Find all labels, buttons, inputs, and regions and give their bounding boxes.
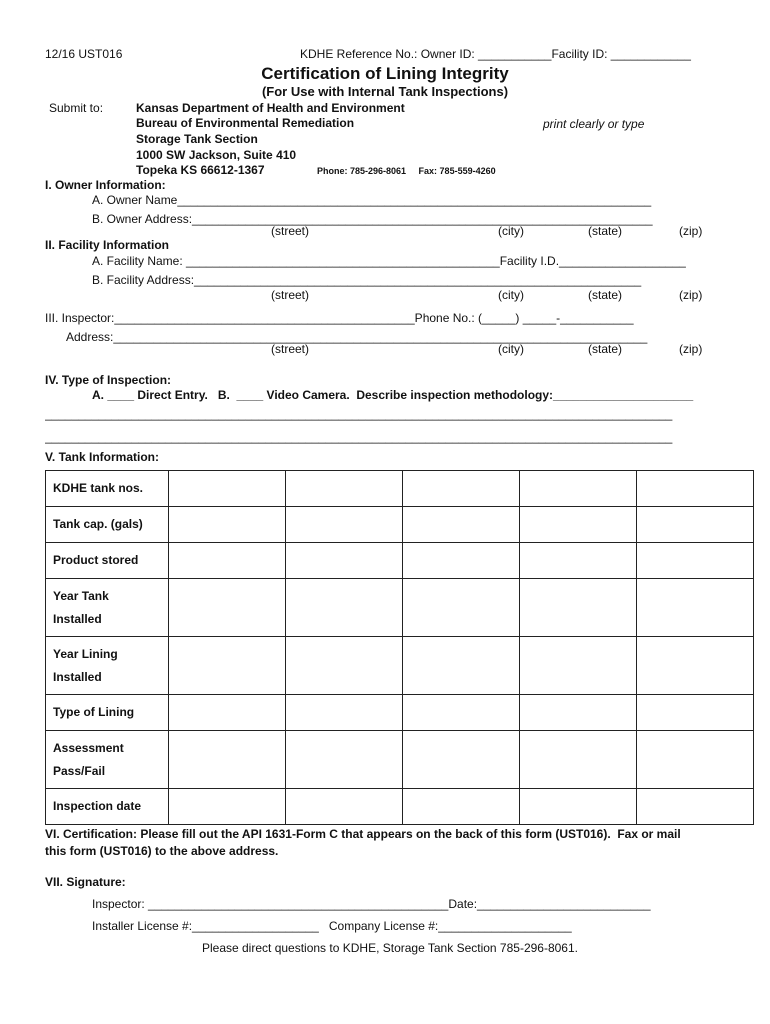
tank-row xyxy=(46,637,754,695)
form-code: 12/16 UST016 xyxy=(45,47,123,61)
owner-name-field[interactable]: A. Owner Name_______________________________________________________________________ xyxy=(92,193,652,207)
tank-cell[interactable] xyxy=(637,507,754,543)
tank-cell[interactable] xyxy=(403,543,520,579)
facility-zip-label: (zip) xyxy=(679,288,703,302)
tank-info-table xyxy=(45,470,754,825)
footer-note: Please direct questions to KDHE, Storage Tank Section 785-296-8061. xyxy=(201,941,578,955)
tank-cell[interactable] xyxy=(169,789,286,825)
submit-to-label: Submit to: xyxy=(49,101,104,115)
tank-cell[interactable] xyxy=(169,695,286,731)
tank-cell[interactable] xyxy=(637,543,754,579)
page-title: Certification of Lining Integrity xyxy=(261,64,509,83)
tank-info-heading: V. Tank Information: xyxy=(45,450,160,464)
tank-cell[interactable] xyxy=(403,471,520,507)
tank-row-label: KDHE tank nos. xyxy=(46,471,169,507)
tank-row-label: Type of Lining xyxy=(46,695,169,731)
inspection-type-heading: IV. Type of Inspection: xyxy=(45,373,172,387)
tank-cell[interactable] xyxy=(286,789,403,825)
address-line-3: Storage Tank Section xyxy=(136,132,258,146)
tank-cell[interactable] xyxy=(286,543,403,579)
inspector-city-label: (city) xyxy=(498,342,524,356)
owner-zip-label: (zip) xyxy=(679,224,703,238)
tank-cell[interactable] xyxy=(637,637,754,695)
tank-row-label: Tank cap. (gals) xyxy=(46,507,169,543)
facility-street-label: (street) xyxy=(271,288,310,302)
signature-inspector-field[interactable]: Inspector: _____________________________________________Date:__________________________ xyxy=(92,897,651,911)
tank-cell[interactable] xyxy=(520,695,637,731)
tank-row-label: Year Tank Installed xyxy=(46,579,169,637)
tank-row xyxy=(46,543,754,579)
inspector-zip-label: (zip) xyxy=(679,342,703,356)
owner-heading: I. Owner Information: xyxy=(45,178,166,192)
page-subtitle: (For Use with Internal Tank Inspections) xyxy=(261,84,509,99)
tank-cell[interactable] xyxy=(286,507,403,543)
owner-city-label: (city) xyxy=(498,224,524,238)
facility-state-label: (state) xyxy=(588,288,623,302)
address-line-4: 1000 SW Jackson, Suite 410 xyxy=(136,148,297,162)
tank-row xyxy=(46,695,754,731)
facility-address-field[interactable]: B. Facility Address:___________________________________________________________________ xyxy=(92,273,642,287)
tank-cell[interactable] xyxy=(637,731,754,789)
tank-row-label: Year Lining Installed xyxy=(46,637,169,695)
tank-cell[interactable] xyxy=(403,637,520,695)
inspection-type-field[interactable]: A. ____ Direct Entry. B. ____ Video Camera. Describe inspection methodology:_____________________ xyxy=(92,388,694,402)
tank-row-label: Inspection date xyxy=(46,789,169,825)
tank-cell[interactable] xyxy=(169,579,286,637)
tank-row xyxy=(46,471,754,507)
tank-cell[interactable] xyxy=(169,471,286,507)
inspector-address-field[interactable]: Address:________________________________________________________________________________ xyxy=(66,330,648,344)
address-line-5: Topeka KS 66612-1367 xyxy=(136,163,265,177)
facility-name-field[interactable]: A. Facility Name: _______________________________________________Facility I.D.___________________ xyxy=(92,254,686,268)
tank-cell[interactable] xyxy=(286,637,403,695)
tank-row xyxy=(46,789,754,825)
facility-city-label: (city) xyxy=(498,288,524,302)
facility-heading: II. Facility Information xyxy=(45,238,170,252)
address-line-2: Bureau of Environmental Remediation xyxy=(136,116,355,130)
tank-cell[interactable] xyxy=(520,507,637,543)
tank-row-label: Assessment Pass/Fail xyxy=(46,731,169,789)
phone-fax: Phone: 785-296-8061 Fax: 785-559-4260 xyxy=(317,166,496,176)
address-line-1: Kansas Department of Health and Environment xyxy=(136,101,405,115)
signature-heading: VII. Signature: xyxy=(45,875,126,889)
tank-cell[interactable] xyxy=(403,507,520,543)
tank-cell[interactable] xyxy=(286,471,403,507)
tank-cell[interactable] xyxy=(520,731,637,789)
print-note: print clearly or type xyxy=(543,117,645,131)
methodology-line-2[interactable]: ______________________________________________________________________________________________ xyxy=(45,430,673,444)
methodology-line-1[interactable]: ______________________________________________________________________________________________ xyxy=(45,407,673,421)
tank-cell[interactable] xyxy=(286,731,403,789)
tank-cell[interactable] xyxy=(286,695,403,731)
tank-cell[interactable] xyxy=(520,789,637,825)
tank-cell[interactable] xyxy=(169,543,286,579)
tank-cell[interactable] xyxy=(169,507,286,543)
certification-line-1: VI. Certification: Please fill out the API 1631-Form C that appears on the back of this form (UST016). Fax or mail xyxy=(45,827,681,841)
tank-cell[interactable] xyxy=(169,731,286,789)
tank-cell[interactable] xyxy=(520,471,637,507)
tank-row-label: Product stored xyxy=(46,543,169,579)
license-field[interactable]: Installer License #:___________________ Company License #:____________________ xyxy=(92,919,572,933)
tank-cell[interactable] xyxy=(637,695,754,731)
inspector-state-label: (state) xyxy=(588,342,623,356)
tank-row xyxy=(46,507,754,543)
owner-address-field[interactable]: B. Owner Address:_____________________________________________________________________ xyxy=(92,212,653,226)
certification-line-2: this form (UST016) to the above address. xyxy=(45,844,279,858)
tank-cell[interactable] xyxy=(520,637,637,695)
tank-cell[interactable] xyxy=(403,579,520,637)
inspector-field[interactable]: III. Inspector:_____________________________________________Phone No.: (_____) _____-___________ xyxy=(45,311,634,325)
tank-row xyxy=(46,731,754,789)
tank-cell[interactable] xyxy=(637,471,754,507)
tank-cell[interactable] xyxy=(169,637,286,695)
tank-row xyxy=(46,579,754,637)
tank-cell[interactable] xyxy=(286,579,403,637)
inspector-street-label: (street) xyxy=(271,342,310,356)
tank-cell[interactable] xyxy=(403,789,520,825)
tank-cell[interactable] xyxy=(637,789,754,825)
tank-cell[interactable] xyxy=(403,695,520,731)
tank-cell[interactable] xyxy=(520,543,637,579)
reference-line: KDHE Reference No.: Owner ID: ___________Facility ID: ____________ xyxy=(300,47,691,61)
owner-street-label: (street) xyxy=(271,224,310,238)
tank-cell[interactable] xyxy=(637,579,754,637)
tank-cell[interactable] xyxy=(403,731,520,789)
tank-cell[interactable] xyxy=(520,579,637,637)
owner-state-label: (state) xyxy=(588,224,623,238)
